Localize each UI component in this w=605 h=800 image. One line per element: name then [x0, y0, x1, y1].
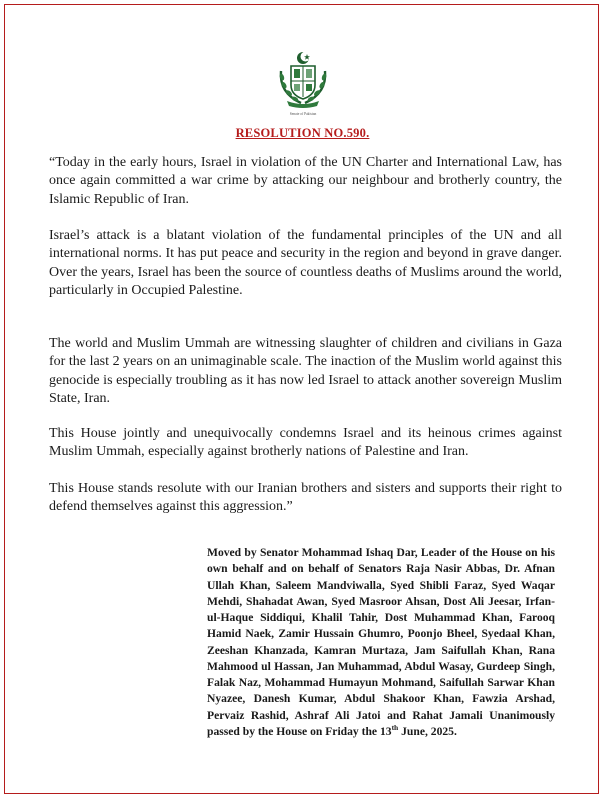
passed-date: June, 2025.	[398, 724, 457, 738]
moved-by-block	[207, 545, 555, 740]
passed-statement: Unanimously passed by the House on Friday the 13	[207, 708, 555, 738]
paragraph-1: “Today in the early hours, Israel in violation of the UN Charter and International Law, has once again committed a war crime by attacking our neighbour and brotherly country, the Islamic Republic of Iran.	[49, 155, 562, 207]
paragraph-2: Israel’s attack is a blatant violation of the fundamental principles of the UN and all international norms. It has put peace and security in the region and beyond in grave danger. Over the years, Israel has been the source of countless deaths of Muslims around the world, particularly in Occupied Palestine.	[49, 228, 562, 299]
resolution-title: RESOLUTION NO.590.	[235, 126, 370, 140]
emblem-icon	[271, 49, 335, 109]
paragraph-3: The world and Muslim Ummah are witnessing slaughter of children and civilians in Gaza for the last 2 years on an unimaginable scale. The inaction of the Muslim world against this genocide is especially troubling as it has now led Israel to attack another sovereign Muslim State, Iran.	[49, 336, 562, 407]
moved-prefix: Moved by	[207, 546, 260, 559]
senators-list: , Leader of the House on his own behalf and on behalf of Senators Raja Nasir Abbas, Dr. Afnan Ullah Khan, Saleem Mandviwalla, Syed Shibli Faraz, Syed Waqar Mehdi, Shahadat Awan, Syed Masroor Ahsan, Dost Ali Jeesar, Irfan-ul-Haque Siddiqui, Khalil Tahir, Dost Muhammad Khan, Farooq Hamid Naek, Zamir Hussain Ghumro, Poonjo Bheel, Syedaal Khan, Zeeshan Khanzada, Kamran Murtaza, Jam Saifullah Khan, Rana Mahmood ul Hassan, Jan Muhammad, Abdul Wasay, Gurdeep Singh, Falak Naz, Mohammad Humayun Mohmand, Saifullah Sarwar Khan Nyazee, Danesh Kumar, Abdul Shakoor Khan, Fawzia Arshad, Pervaiz Rashid, Ashraf Ali Jatoi and Rahat Jamali	[207, 546, 556, 722]
senate-emblem	[271, 49, 335, 121]
mover-name: Senator Mohammad Ishaq Dar	[259, 546, 415, 559]
paragraph-4: This House jointly and unequivocally condemns Israel and its heinous crimes against Muslim Ummah, especially against brotherly nations of Palestine and Iran.	[49, 426, 562, 460]
paragraph-5: This House stands resolute with our Iranian brothers and sisters and supports their right to defend themselves against this aggression.”	[49, 481, 562, 515]
emblem-caption: Senate of Pakistan	[289, 112, 317, 116]
date-superscript: th	[391, 722, 399, 732]
